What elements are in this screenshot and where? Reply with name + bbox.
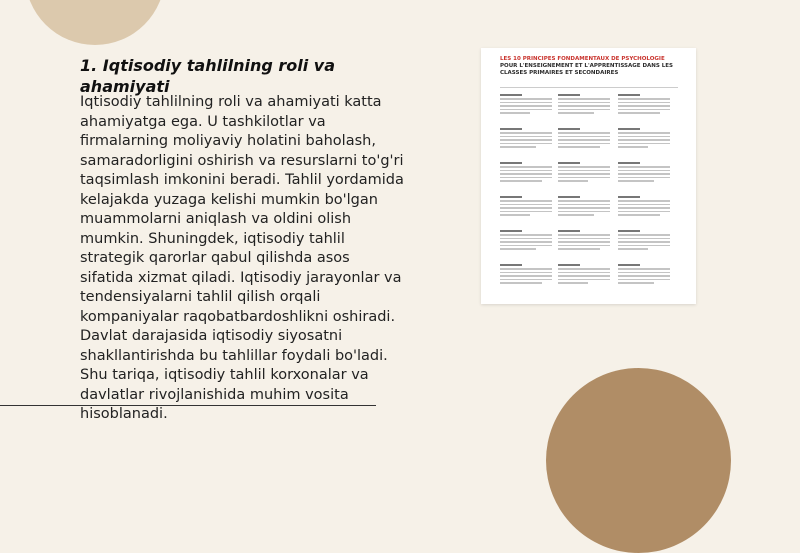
document-thumbnail-text-block bbox=[558, 230, 610, 252]
decorative-circle-bottom bbox=[546, 368, 731, 553]
document-thumbnail-column bbox=[558, 94, 610, 300]
document-thumbnail-text-block bbox=[500, 230, 552, 252]
document-thumbnail-text-block bbox=[500, 264, 552, 286]
document-thumbnail-columns bbox=[500, 94, 680, 300]
document-thumbnail-text-block bbox=[618, 230, 670, 252]
divider-line bbox=[0, 405, 376, 406]
document-thumbnail-text-block bbox=[558, 196, 610, 218]
document-thumbnail bbox=[481, 48, 696, 304]
document-thumbnail-text-block bbox=[618, 94, 670, 116]
document-title-line-2: POUR L'ENSEIGNEMENT ET L'APPRENTISSAGE DANS LES CLASSES PRIMAIRES ET SECONDAIRES bbox=[500, 63, 673, 76]
document-thumbnail-rule bbox=[500, 87, 678, 88]
document-thumbnail-text-block bbox=[558, 264, 610, 286]
document-thumbnail-text-block bbox=[618, 128, 670, 150]
document-thumbnail-text-block bbox=[558, 94, 610, 116]
document-thumbnail-text-block bbox=[618, 264, 670, 286]
document-thumbnail-column bbox=[500, 94, 552, 300]
decorative-circle-top bbox=[25, 0, 165, 45]
document-thumbnail-text-block bbox=[500, 128, 552, 150]
slide-title: 1. Iqtisodiy tahlilning roli va ahamiyati bbox=[80, 56, 335, 96]
document-title-line-1: LES 10 PRINCIPES FONDAMENTAUX DE PSYCHOLOGIE bbox=[500, 56, 665, 62]
document-thumbnail-text-block bbox=[500, 162, 552, 184]
document-thumbnail-text-block bbox=[558, 162, 610, 184]
document-thumbnail-text-block bbox=[500, 94, 552, 116]
document-thumbnail-text-block bbox=[558, 128, 610, 150]
document-thumbnail-title bbox=[500, 56, 680, 77]
document-thumbnail-text-block bbox=[618, 162, 670, 184]
slide-body-text: Iqtisodiy tahlilning roli va ahamiyati katta ahamiyatga ega. U tashkilotlar va firmalarning moliyaviy holatini baholash, samaradorligini oshirish va resurslarni to'g'ri taqsimlash imkonini beradi. Tahlil yordamida kelajakda yuzaga kelishi mumkin bo'lgan muammolarni aniqlash va oldini olish mumkin. Shuningdek, iqtisodiy tahlil strategik qarorlar qabul qilishda asos sifatida xizmat qiladi. Iqtisodiy jarayonlar va tendensiyalarni tahlil qilish orqali kompaniyalar raqobatbardoshlikni oshiradi. Davlat darajasida iqtisodiy siyosatni shakllantirishda bu tahlillar foydali bo'ladi. Shu tariqa, iqtisodiy tahlil korxonalar va davlatlar rivojlanishida muhim vosita hisoblanadi. bbox=[80, 94, 404, 422]
document-thumbnail-text-block bbox=[618, 196, 670, 218]
document-thumbnail-column bbox=[618, 94, 670, 300]
document-thumbnail-text-block bbox=[500, 196, 552, 218]
